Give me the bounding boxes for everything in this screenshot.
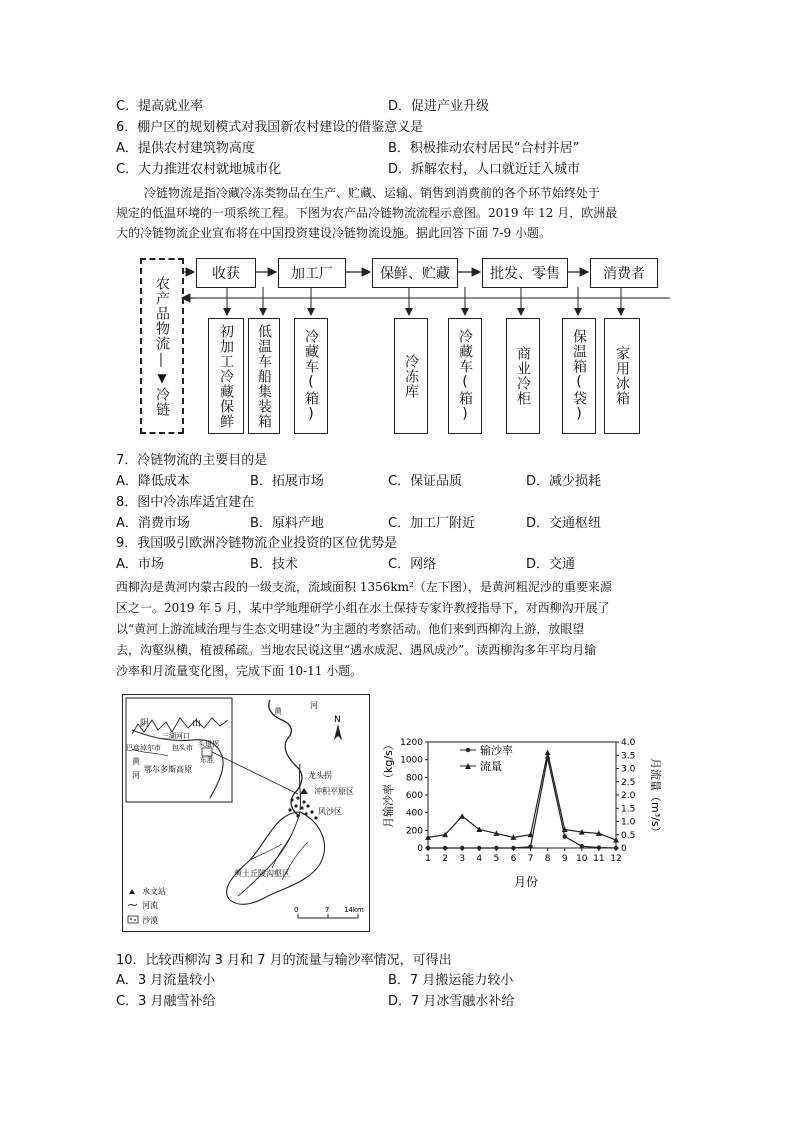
intro2-line-1: 西柳沟是黄河内蒙古段的一级支流，流域面积 1356km²（左下图），是黄河粗泥沙的重要来源 — [116, 580, 612, 594]
x-tick-label: 5 — [493, 854, 500, 864]
x-tick-label: 7 — [527, 854, 534, 864]
q8-option-d: D．交通枢纽 — [526, 516, 602, 531]
chart-xlabel: 月份 — [514, 875, 539, 889]
sediment-point — [614, 846, 618, 850]
q10-stem: 10．比较西柳沟 3 月和 7 月的流量与输沙率情况，可得出 — [116, 953, 452, 968]
legend-label: 水文站 — [142, 887, 166, 896]
legend-label: 河流 — [142, 901, 158, 910]
sub-home-fridge — [604, 318, 640, 434]
right-tick-label: 1.5 — [621, 804, 636, 815]
map-label: 风沙区 — [318, 807, 342, 816]
map-label: 黄土丘陵沟壑区 — [234, 869, 290, 878]
flow-point — [545, 750, 551, 756]
q9-option-c: C．网络 — [388, 557, 437, 572]
right-tick-label: 3.5 — [621, 751, 636, 762]
intro1-line-3: 大的冷链物流企业宣布将在中国投资建设冷链物流设施。据此回答下面 7-9 小题。 — [116, 226, 551, 240]
q8-option-b: B．原料产地 — [250, 516, 324, 531]
inset-label: 河 — [132, 771, 140, 780]
sub-label: 低温车船集装箱 — [256, 323, 272, 429]
inset-label: 东胜 — [200, 756, 214, 764]
flow-point — [459, 813, 465, 819]
q8-option-a: A．消费市场 — [116, 516, 190, 531]
q7-stem: 7．冷链物流的主要目的是 — [116, 453, 268, 468]
x-tick-label: 12 — [610, 854, 622, 864]
right-tick-label: 4.0 — [621, 738, 636, 748]
q6-option-a: A．提供农村建筑物高度 — [116, 141, 255, 156]
sediment-point — [511, 846, 515, 850]
q8-option-c: C．加工厂附近 — [388, 516, 476, 531]
right-tick-label: 2.5 — [621, 777, 636, 788]
legend-label: 沙漠 — [142, 916, 158, 925]
sub-label: 保温箱(袋) — [571, 329, 587, 423]
intro1-line-1: 冷链物流是指冷藏冷冻类物品在生产、贮藏、运输、销售到消费前的各个环节始终处于 — [144, 186, 601, 200]
sub-label: 冷冻库 — [403, 353, 419, 399]
sediment-point — [597, 845, 601, 849]
inset-label: 三湖河口 — [162, 732, 190, 740]
intro2-line-4: 去，沟壑纵横，植被稀疏。当地农民说这里“遇水成泥、遇风成沙”。读西柳沟多年平均月输 — [116, 643, 597, 657]
inset-label: 鄂尔多斯高原 — [144, 765, 192, 774]
left-tick-label: 800 — [405, 773, 423, 784]
q7-option-b: B．拓展市场 — [250, 474, 324, 489]
sediment-point — [528, 844, 532, 848]
right-tick-label: 3.0 — [621, 764, 636, 775]
intro1-line-2: 规定的低温环境的一项系统工程。下图为农产品冷链物流流程示意图。2019 年 12 月，欧洲最 — [116, 206, 618, 220]
sediment-flow-chart — [380, 728, 670, 890]
q9-option-a: A．市场 — [116, 557, 164, 572]
sediment-point — [443, 846, 447, 850]
left-tick-label: 200 — [405, 826, 423, 837]
left-tick-label: 1000 — [400, 755, 423, 766]
sediment-point — [460, 846, 464, 850]
inset-label: 阴 — [140, 719, 150, 729]
sub-refrigerated-truck-1 — [294, 318, 328, 434]
x-tick-label: 10 — [576, 854, 588, 864]
scale-label: 7 — [325, 906, 330, 914]
sub-commercial-cooler — [506, 318, 540, 434]
sub-label: 初加工冷藏保鲜 — [218, 323, 234, 429]
map-label: 河 — [310, 701, 318, 710]
stage-wholesale: 批发、零售 — [482, 258, 568, 288]
chart-ylabel-right: 月流量（m³/s） — [649, 758, 662, 838]
left-tick-label: 600 — [405, 791, 423, 801]
left-tick-label: 0 — [417, 844, 423, 854]
x-tick-label: 11 — [593, 854, 605, 864]
sediment-point — [426, 846, 430, 850]
map-label: 黄 — [274, 707, 282, 716]
right-tick-label: 1.0 — [621, 817, 636, 828]
q10-option-a: A．3 月流量较小 — [116, 973, 216, 988]
left-tick-label: 400 — [405, 808, 423, 819]
x-tick-label: 8 — [544, 854, 551, 864]
map-label: 龙头拐 — [308, 771, 332, 780]
q9-stem: 9．我国吸引欧洲冷链物流企业投资的区位优势是 — [116, 536, 398, 551]
north-label: N — [334, 715, 341, 725]
stage-harvest: 收获 — [196, 258, 256, 288]
inset-label: 黄 — [132, 757, 140, 766]
sub-freezer-warehouse — [394, 318, 428, 434]
right-tick-label: 2.0 — [621, 791, 636, 801]
sub-insulated-box — [562, 318, 596, 434]
q5-option-d: D．促进产业升级 — [388, 99, 490, 114]
x-tick-label: 9 — [561, 854, 568, 864]
intro2-line-5: 沙率和月流量变化图，完成下面 10-11 小题。 — [116, 664, 363, 678]
stage-storage: 保鲜、贮藏 — [372, 258, 458, 288]
legend-flow: 流量 — [480, 760, 502, 773]
intro2-line-2: 区之一。2019 年 5 月，某中学地理研学小组在水土保持专家许教授指导下，对西柳沟开展了 — [116, 601, 610, 615]
q7-option-d: D．减少损耗 — [526, 474, 602, 489]
sediment-point — [545, 756, 549, 760]
q5-option-c: C．提高就业率 — [116, 99, 204, 114]
sub-label: 冷藏车(箱) — [457, 329, 473, 423]
sediment-point — [477, 846, 481, 850]
q6-option-c: C．大力推进农村就地城市化 — [116, 162, 282, 177]
q10-option-b: B．7 月搬运能力较小 — [388, 973, 514, 988]
stage-consumer: 消费者 — [590, 258, 658, 288]
sub-refrigerated-truck-2 — [448, 318, 482, 434]
sediment-point — [494, 846, 498, 850]
xiliugou-map — [122, 694, 370, 932]
sub-low-temp-container — [248, 318, 280, 434]
x-tick-label: 1 — [425, 854, 431, 864]
arrow-down-icon: │ ▼ — [157, 352, 167, 385]
sediment-point — [563, 834, 567, 838]
sub-label: 商业冷柜 — [515, 346, 531, 406]
q6-option-b: B．积极推动农村居民“合村并居” — [388, 141, 580, 156]
sediment-line — [428, 758, 616, 848]
flow-line — [428, 753, 616, 840]
legend-sediment-marker — [466, 748, 470, 752]
intro2-line-3: 以“黄河上游流域治理与生态文明建设”为主题的考察活动。他们来到西柳沟上游，放眼望 — [116, 622, 585, 636]
q6-option-d: D．拆解农村，人口就近迁入城市 — [388, 162, 581, 177]
flow-left-top: 农产品物流 — [154, 275, 170, 351]
right-tick-label: 0 — [621, 844, 627, 854]
q6-stem: 6．棚户区的规划模式对我国新农村建设的借鉴意义是 — [116, 120, 424, 135]
x-tick-label: 3 — [459, 854, 466, 864]
inset-label: 头道拐 — [198, 740, 219, 748]
stage-factory: 加工厂 — [278, 258, 346, 288]
inset-label: 山 — [192, 719, 202, 729]
scale-label: 14km — [344, 906, 364, 914]
map-label: 冲积平原区 — [314, 787, 354, 796]
q10-option-c: C．3 月融雪补给 — [116, 994, 216, 1009]
sub-label: 冷藏车(箱) — [303, 329, 319, 423]
left-tick-label: 1200 — [400, 738, 423, 748]
inset-label: 巴彦淖尔市 — [126, 744, 161, 752]
legend-sediment: 输沙率 — [480, 744, 513, 757]
x-tick-label: 2 — [442, 854, 448, 864]
inset-label: 包头市 — [172, 744, 193, 752]
q7-option-a: A．降低成本 — [116, 474, 190, 489]
q10-option-d: D．7 月冰雪融水补给 — [388, 994, 515, 1009]
q8-stem: 8．图中冷冻库适宜建在 — [116, 495, 255, 510]
sediment-point — [580, 844, 584, 848]
q9-option-d: D．交通 — [526, 557, 576, 572]
q9-option-b: B．技术 — [250, 557, 298, 572]
sub-primary-processing — [208, 318, 244, 434]
x-tick-label: 6 — [510, 854, 517, 864]
scale-label: 0 — [294, 906, 299, 914]
chart-ylabel-left: 月输沙率（kg/s） — [382, 739, 395, 828]
right-tick-label: 0.5 — [621, 830, 636, 841]
x-tick-label: 4 — [476, 854, 483, 864]
sub-label: 家用冰箱 — [614, 346, 630, 406]
flow-left-bottom: 冷链 — [154, 386, 170, 417]
q7-option-c: C．保证品质 — [388, 474, 463, 489]
